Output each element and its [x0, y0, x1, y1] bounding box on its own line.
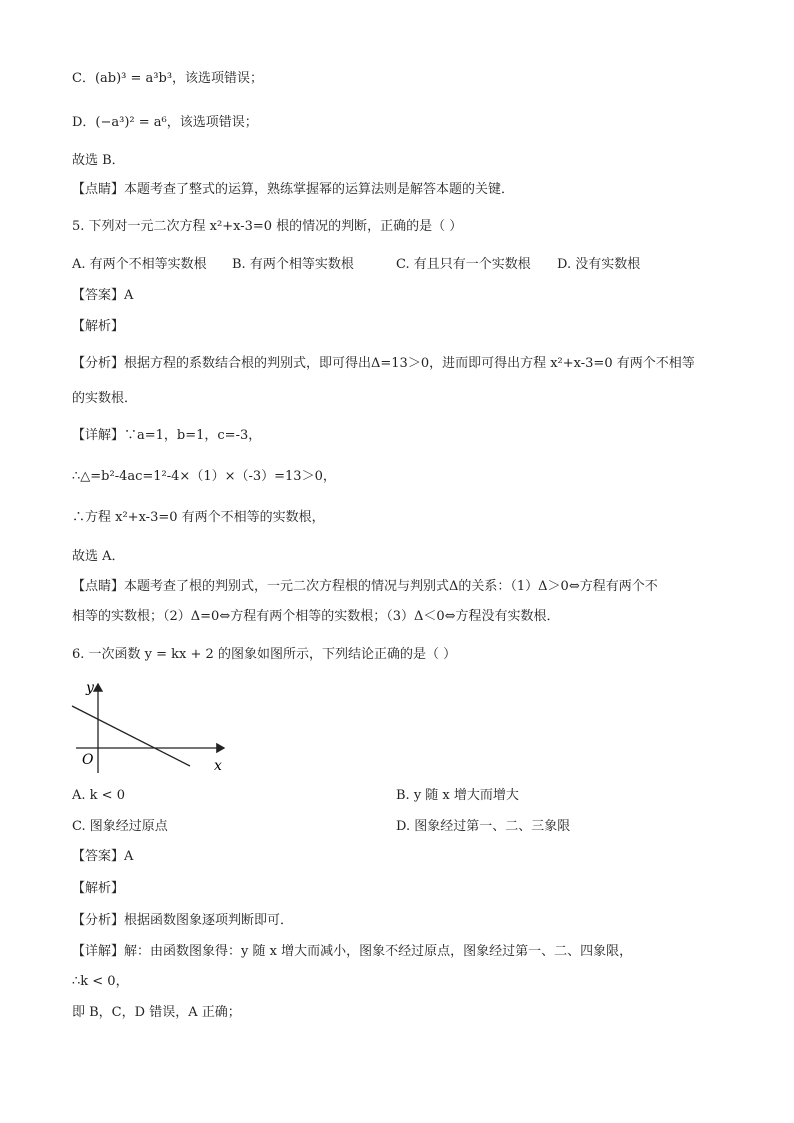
origin-label: O	[82, 752, 94, 768]
q5-option-a: A. 有两个不相等实数根	[72, 257, 207, 272]
q6-option-a: A. k < 0	[72, 788, 125, 803]
answer-5: 【答案】A	[72, 288, 134, 303]
analysis-5-line2: 的实数根．	[72, 391, 138, 406]
q6-option-d: D. 图象经过第一、二、三象限	[396, 819, 571, 834]
analysis-5-line1: 【分析】根据方程的系数结合根的判别式，即可得出Δ=13＞0，进而即可得出方程 x²+x-3=0 有两个不相等	[72, 356, 695, 371]
detail-5-line3: ∴方程 x²+x-3=0 有两个不相等的实数根，	[72, 510, 325, 525]
q5-option-d: D. 没有实数根	[557, 257, 641, 272]
q6-option-b: B. y 随 x 增大而增大	[396, 788, 519, 803]
detail-6-line2: ∴k < 0，	[72, 974, 129, 989]
q5-option-c: C. 有且只有一个实数根	[396, 257, 531, 272]
q6-option-c: C. 图象经过原点	[72, 819, 168, 834]
comment-4: 【点睛】本题考查了整式的运算，熟练掌握幂的运算法则是解答本题的关键．	[72, 182, 515, 197]
detail-5-line4: 故选 A．	[72, 549, 125, 564]
solution-c: C．(ab)³ = a³b³，该选项错误；	[72, 71, 264, 86]
detail-5-line1: 【详解】∵a=1，b=1，c=-3，	[72, 428, 262, 443]
choose-b: 故选 B．	[72, 153, 125, 168]
analysis-header-5: 【解析】	[72, 319, 125, 334]
linear-function-graph	[66, 678, 236, 778]
question-6: 6. 一次函数 y = kx + 2 的图象如图所示，下列结论正确的是（ ）	[72, 647, 457, 662]
analysis-6: 【分析】根据函数图象逐项判断即可．	[72, 913, 294, 928]
x-axis-label: x	[214, 758, 222, 774]
analysis-header-6: 【解析】	[72, 881, 125, 896]
q5-option-b: B. 有两个相等实数根	[232, 257, 354, 272]
comment-5-line1: 【点睛】本题考查了根的判别式，一元二次方程根的情况与判别式Δ的关系：（1）Δ＞0⇔方程有两个不	[72, 579, 658, 594]
y-axis-label: y	[86, 680, 94, 696]
detail-5-line2: ∴△=b²-4ac=1²-4×（1）×（-3）=13＞0，	[72, 469, 336, 484]
detail-6-line3: 即 B，C，D 错误，A 正确；	[72, 1005, 241, 1020]
comment-5-line2: 相等的实数根；（2）Δ=0⇔方程有两个相等的实数根；（3）Δ＜0⇔方程没有实数根．	[72, 609, 560, 624]
solution-d: D．(−a³)² = a⁶，该选项错误；	[72, 115, 258, 130]
answer-6: 【答案】A	[72, 849, 134, 864]
question-5: 5. 下列对一元二次方程 x²+x-3=0 根的情况的判断，正确的是（ ）	[72, 219, 463, 234]
detail-6-line1: 【详解】解：由函数图象得：y 随 x 增大而减小，图象不经过原点，图象经过第一、二、四象限，	[72, 944, 633, 959]
